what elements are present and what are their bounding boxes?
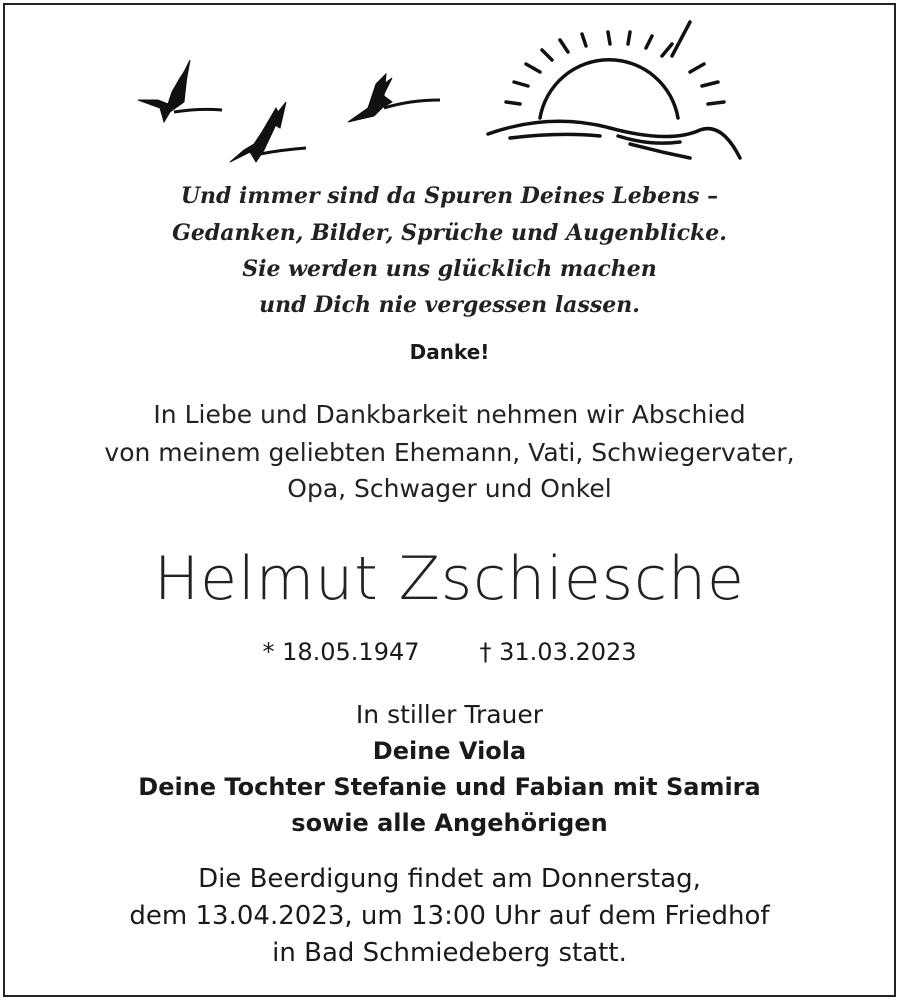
poem-line: und Dich nie vergessen lassen.	[259, 292, 640, 318]
mourner-line: Deine Viola	[372, 737, 527, 765]
mourning-intro: In stiller Trauer	[355, 700, 544, 729]
deceased-name: Helmut Zschiesche	[154, 544, 745, 614]
poem-line: Gedanken, Bilder, Sprüche und Augenblicke.	[172, 220, 727, 246]
bird-icon	[230, 102, 306, 162]
intro-line: In Liebe und Dankbarkeit nehmen wir Abschied	[153, 400, 746, 429]
mourner-line: sowie alle Angehörigen	[291, 809, 608, 837]
intro-line: Opa, Schwager und Onkel	[287, 474, 612, 503]
bird-icon	[348, 74, 440, 122]
sun-icon	[488, 22, 740, 158]
poem-line: Und immer sind da Spuren Deines Lebens –	[180, 183, 719, 209]
funeral-line: in Bad Schmiedeberg statt.	[272, 938, 627, 968]
birth-date: * 18.05.1947	[262, 638, 420, 666]
intro-line: von meinem geliebten Ehemann, Vati, Schwiegervater,	[104, 438, 795, 467]
mourner-line: Deine Tochter Stefanie und Fabian mit Samira	[138, 773, 761, 801]
life-dates	[0, 638, 899, 666]
bird-icon	[138, 60, 222, 122]
poem-line: Sie werden uns glücklich machen	[242, 256, 657, 282]
thanks-text: Danke!	[409, 340, 490, 364]
funeral-line: Die Beerdigung findet am Donnerstag,	[198, 864, 701, 894]
death-date: † 31.03.2023	[479, 638, 637, 666]
header-illustration	[130, 12, 770, 182]
funeral-line: dem 13.04.2023, um 13:00 Uhr auf dem Friedhof	[129, 901, 770, 931]
